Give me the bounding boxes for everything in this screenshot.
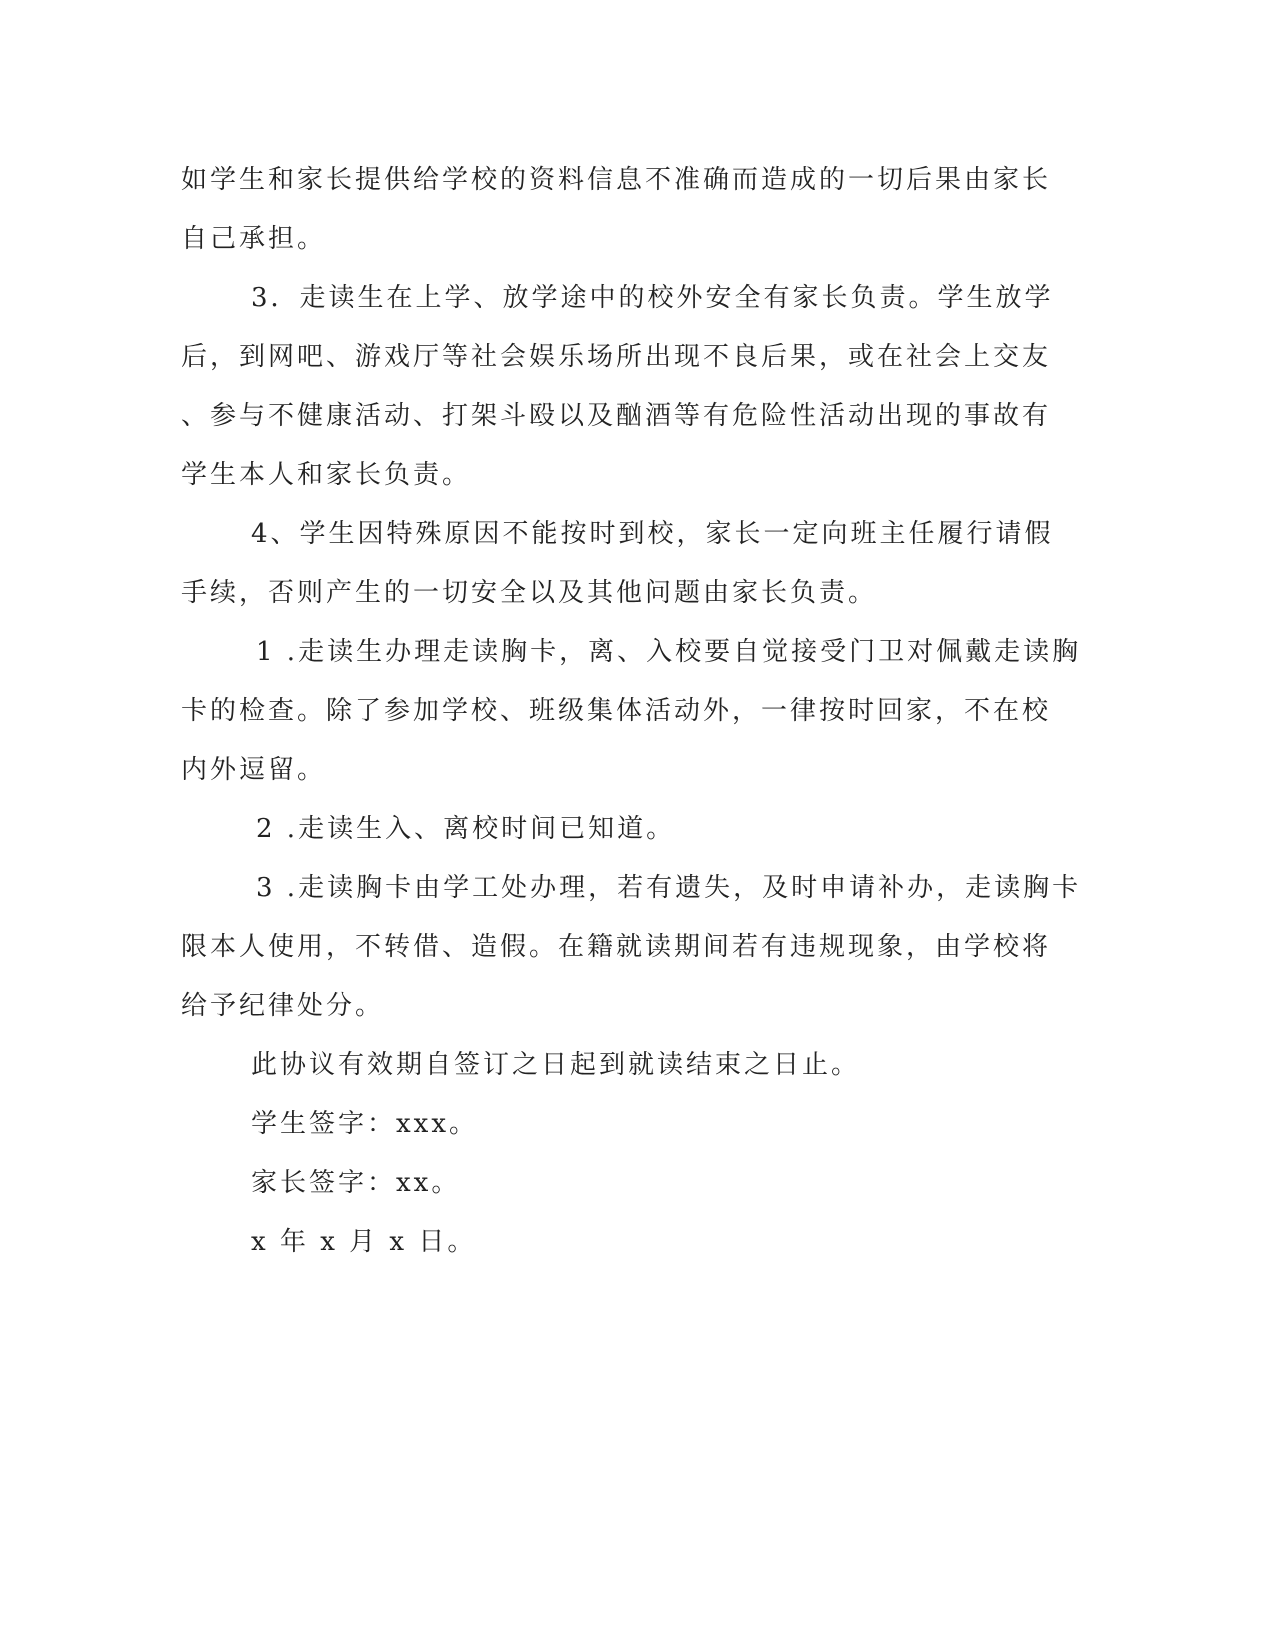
text-line-7: 4、学生因特殊原因不能按时到校，家长一定向班主任履行请假: [251, 519, 1054, 549]
text-line-3: 3．走读生在上学、放学途中的校外安全有家长负责。学生放学: [251, 283, 1054, 313]
text-line-6: 学生本人和家长负责。: [181, 460, 472, 490]
text-line-4: 后，到网吧、游戏厅等社会娱乐场所出现不良后果，或在社会上交友: [181, 342, 1052, 372]
text-line-9: 1 .走读生办理走读胸卡，离、入校要自觉接受门卫对佩戴走读胸: [256, 637, 1082, 667]
text-line-5: 、参与不健康活动、打架斗殴以及酗酒等有危险性活动出现的事故有: [181, 401, 1052, 431]
text-line-12: 2 .走读生入、离校时间已知道。: [256, 814, 676, 844]
text-line-8: 手续，否则产生的一切安全以及其他问题由家长负责。: [181, 578, 878, 608]
text-line-13: 3 .走读胸卡由学工处办理，若有遗失，及时申请补办，走读胸卡: [256, 873, 1082, 903]
text-line-15: 给予纪律处分。: [181, 991, 385, 1021]
text-line-16: 此协议有效期自签订之日起到就读结束之日止。: [251, 1050, 861, 1080]
text-line-14: 限本人使用，不转借、造假。在籍就读期间若有违规现象，由学校将: [181, 932, 1052, 962]
text-line-1: 如学生和家长提供给学校的资料信息不准确而造成的一切后果由家长: [181, 165, 1052, 195]
text-line-10: 卡的检查。除了参加学校、班级集体活动外，一律按时回家，不在校: [181, 696, 1052, 726]
date-line: x 年 x 月 x 日。: [251, 1227, 477, 1257]
parent-signature-line: 家长签字：xx。: [251, 1168, 461, 1198]
student-signature-line: 学生签字：xxx。: [251, 1109, 478, 1139]
text-line-11: 内外逗留。: [181, 755, 327, 785]
text-line-2: 自己承担。: [181, 224, 327, 254]
